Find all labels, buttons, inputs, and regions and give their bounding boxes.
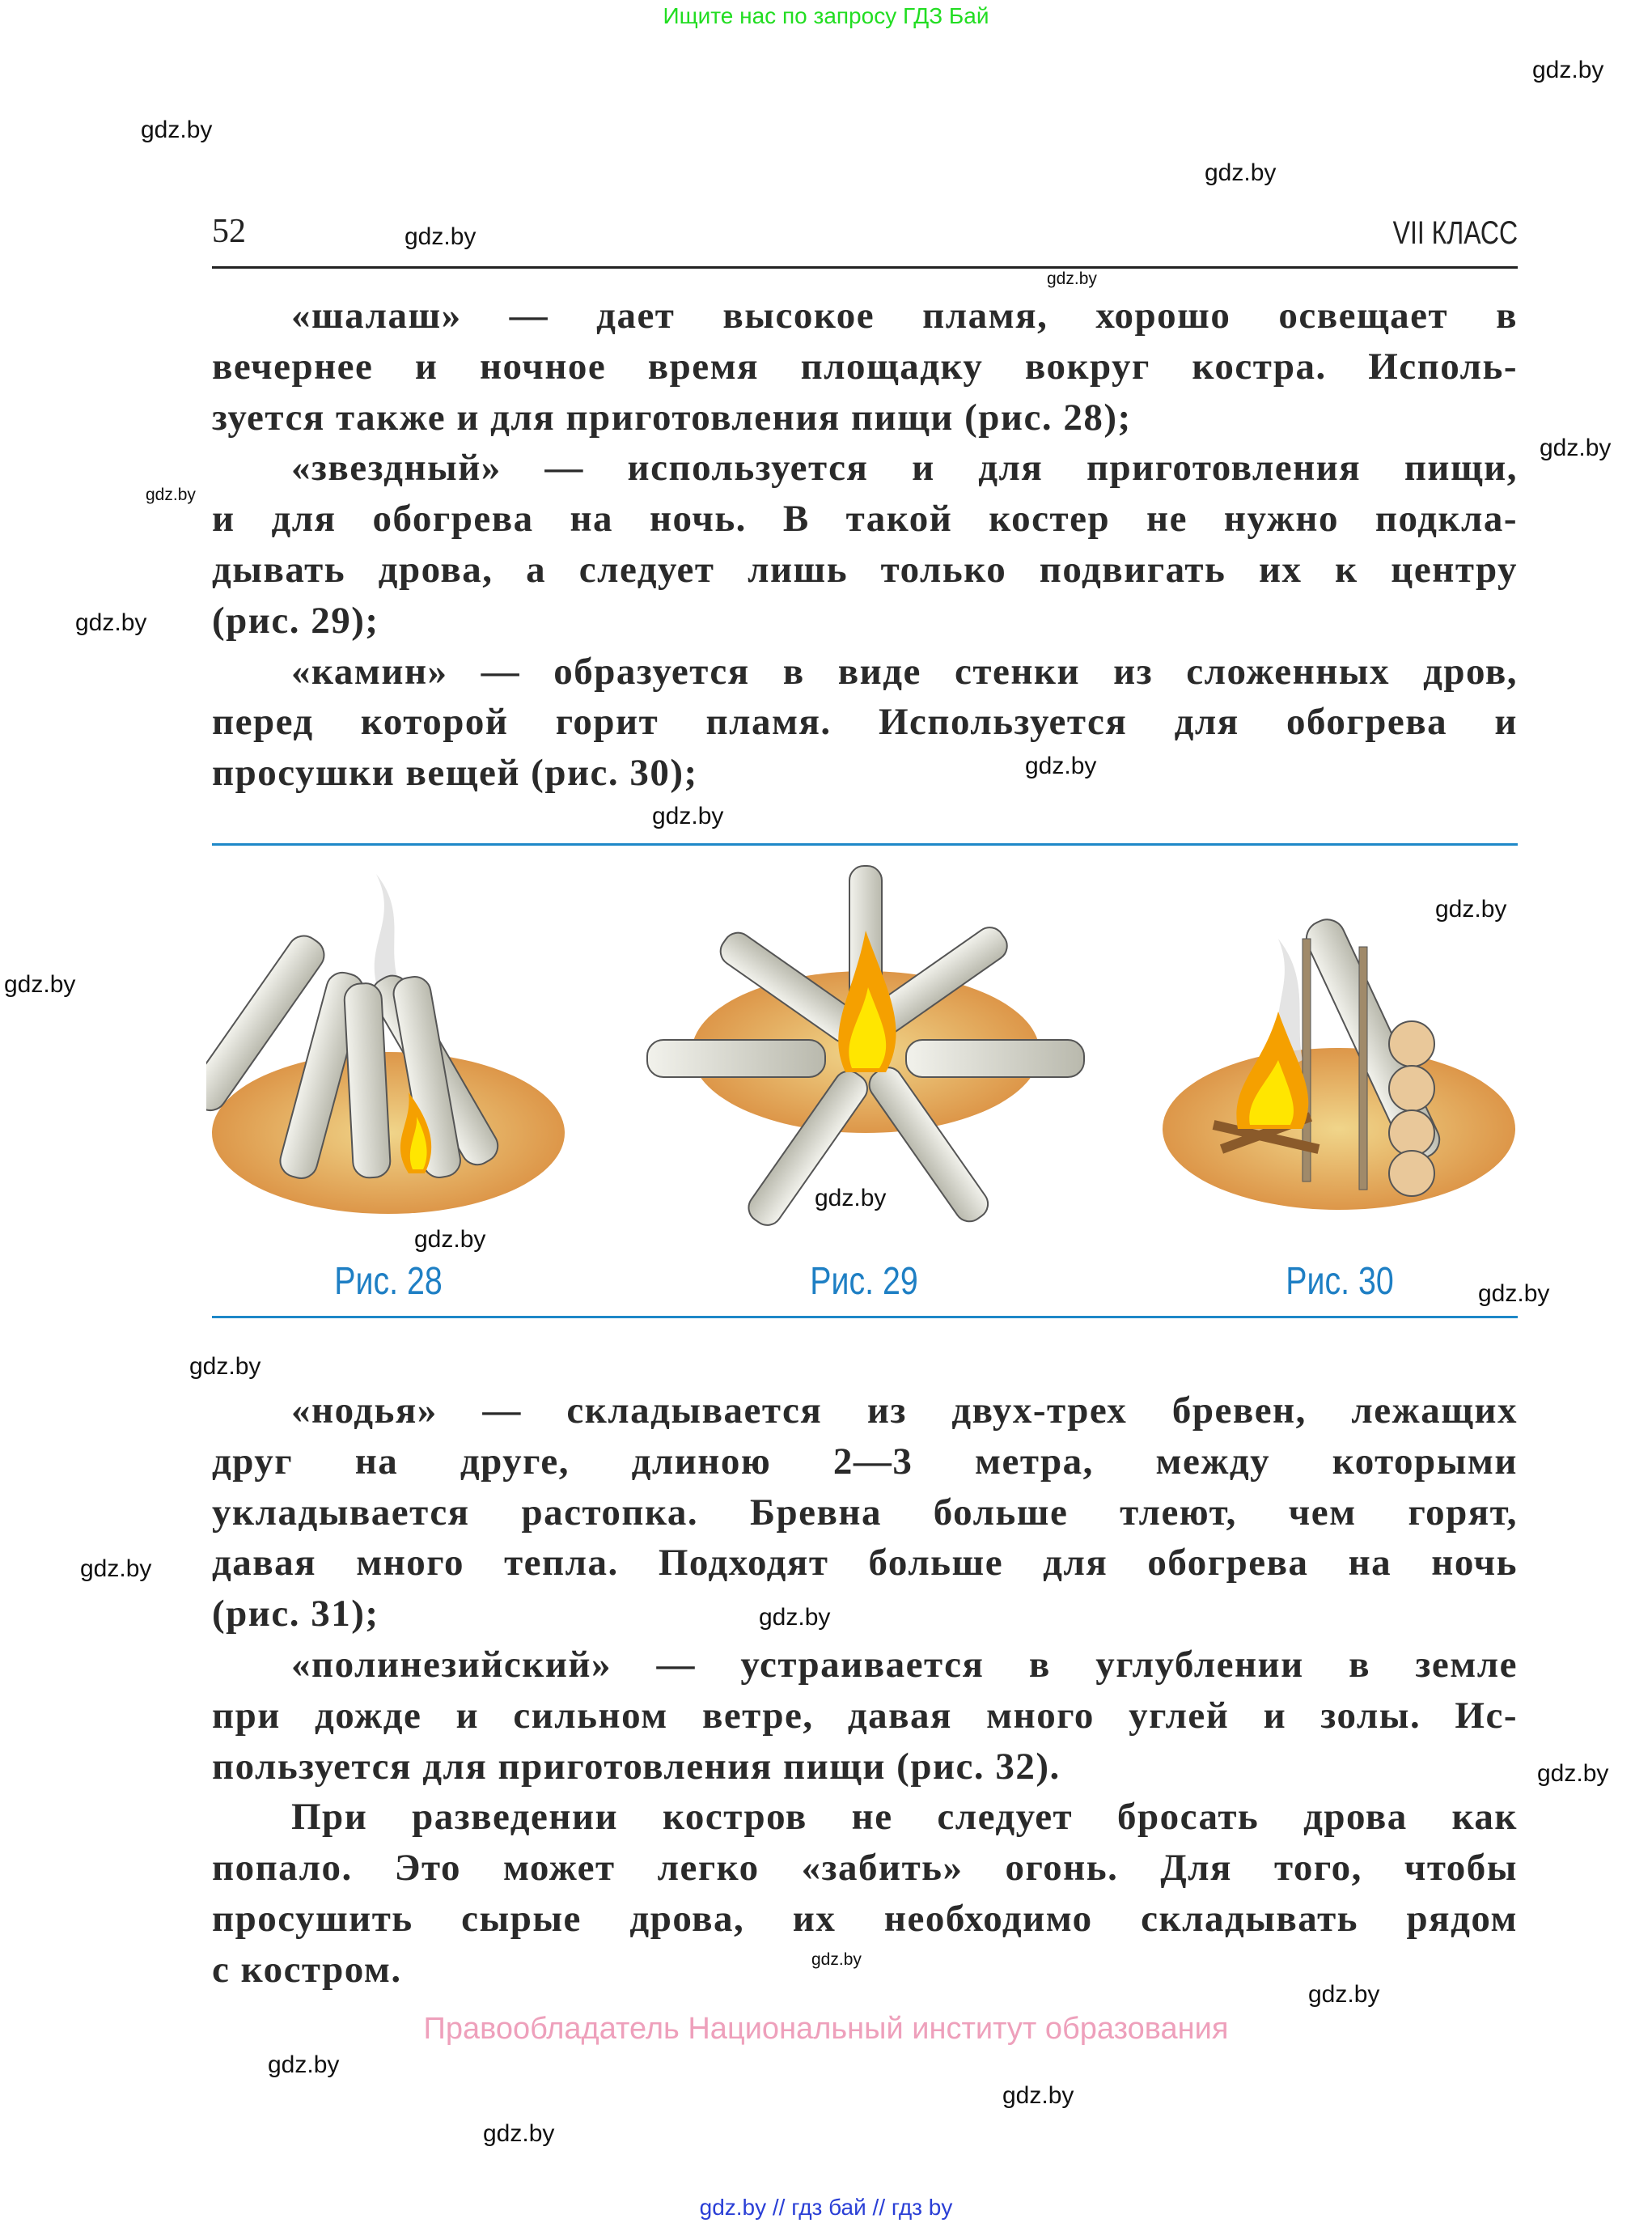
- watermark: gdz.by: [1435, 896, 1507, 923]
- search-banner: Ищите нас по запросу ГДЗ Бай: [663, 3, 989, 28]
- campfire-star-illustration: [643, 850, 1088, 1238]
- text-line: вечернее и ночное время площадку вокруг костра. Исполь-: [212, 345, 1518, 388]
- watermark: gdz.by: [414, 1226, 486, 1253]
- text-line: давая много тепла. Подходят больше для обогрева на ночь: [212, 1542, 1518, 1585]
- watermark: gdz.by: [141, 117, 213, 143]
- watermark: gdz.by: [815, 1185, 887, 1211]
- watermark: gdz.by: [75, 609, 147, 636]
- class-title: VII КЛАСС: [1392, 215, 1518, 251]
- watermark: gdz.by: [1025, 753, 1097, 779]
- text-line: «нодья» — складывается из двух-трех бревен, лежащих: [291, 1389, 1518, 1432]
- watermark: gdz.by: [652, 803, 724, 829]
- watermark: gdz.by: [811, 1950, 862, 1969]
- watermark: gdz.by: [1537, 1760, 1609, 1787]
- watermark: gdz.by: [1205, 159, 1277, 186]
- footer-links[interactable]: gdz.by // гдз бай // гдз by: [699, 2195, 953, 2220]
- watermark: gdz.by: [268, 2051, 340, 2078]
- text-line: (рис. 31);: [212, 1593, 379, 1635]
- text-line: просушки вещей (рис. 30);: [212, 752, 698, 795]
- text-block-top: [212, 291, 1518, 799]
- text-line: зуется также и для приготовления пищи (рис. 28);: [212, 396, 1132, 439]
- figure-top-divider: [212, 843, 1518, 846]
- text-line: просушить сырые дрова, их необходимо складывать рядом: [212, 1897, 1518, 1940]
- figure-bottom-divider: [212, 1316, 1518, 1318]
- text-line: перед которой горит пламя. Используется для обогрева и: [212, 701, 1518, 744]
- header-divider: [212, 266, 1518, 269]
- campfire-shalash-illustration: [206, 850, 570, 1238]
- text-line: друг на друге, длиною 2—3 метра, между которыми: [212, 1440, 1518, 1483]
- text-line: «камин» — образуется в виде стенки из сложенных дров,: [291, 650, 1518, 693]
- text-line: с костром.: [212, 1948, 402, 1991]
- figure-caption-28: Рис. 28: [334, 1260, 443, 1303]
- text-line: «звездный» — используется и для приготовления пищи,: [291, 447, 1518, 490]
- watermark: gdz.by: [1478, 1280, 1550, 1307]
- copyright-notice: Правообладатель Национальный институт образования: [423, 2012, 1229, 2046]
- text-line: пользуется для приготовления пищи (рис. 32).: [212, 1745, 1061, 1788]
- text-line: при дожде и сильном ветре, давая много углей и золы. Ис-: [212, 1694, 1518, 1737]
- figure-caption-30: Рис. 30: [1286, 1260, 1394, 1303]
- watermark: gdz.by: [1047, 269, 1097, 288]
- watermark: gdz.by: [146, 486, 196, 504]
- text-line: укладывается растопка. Бревна больше тлеют, чем горят,: [212, 1491, 1518, 1534]
- text-line: (рис. 29);: [212, 599, 379, 642]
- watermark: gdz.by: [1540, 435, 1612, 461]
- text-line: При разведении костров не следует бросать дрова как: [291, 1796, 1518, 1839]
- watermark: gdz.by: [405, 223, 477, 250]
- text-line: «шалаш» — дает высокое пламя, хорошо освещает в: [291, 295, 1518, 337]
- text-line: дывать дрова, а следует лишь только подвигать их к центру: [212, 548, 1518, 591]
- watermark: gdz.by: [189, 1353, 261, 1380]
- watermark: gdz.by: [1308, 1981, 1380, 2008]
- text-line: и для обогрева на ночь. В такой костер не нужно подкла-: [212, 498, 1518, 541]
- page-number: 52: [212, 213, 246, 250]
- text-line: попало. Это может легко «забить» огонь. Для того, чтобы: [212, 1847, 1518, 1890]
- watermark: gdz.by: [1532, 57, 1604, 83]
- watermark: gdz.by: [4, 971, 76, 998]
- watermark: gdz.by: [1002, 2082, 1074, 2109]
- figure-caption-29: Рис. 29: [810, 1260, 918, 1303]
- text-block-bottom: [212, 1385, 1518, 1996]
- watermark: gdz.by: [759, 1604, 831, 1631]
- watermark: gdz.by: [80, 1555, 152, 1582]
- watermark: gdz.by: [483, 2120, 555, 2147]
- text-line: «полинезийский» — устраивается в углублении в земле: [291, 1643, 1518, 1686]
